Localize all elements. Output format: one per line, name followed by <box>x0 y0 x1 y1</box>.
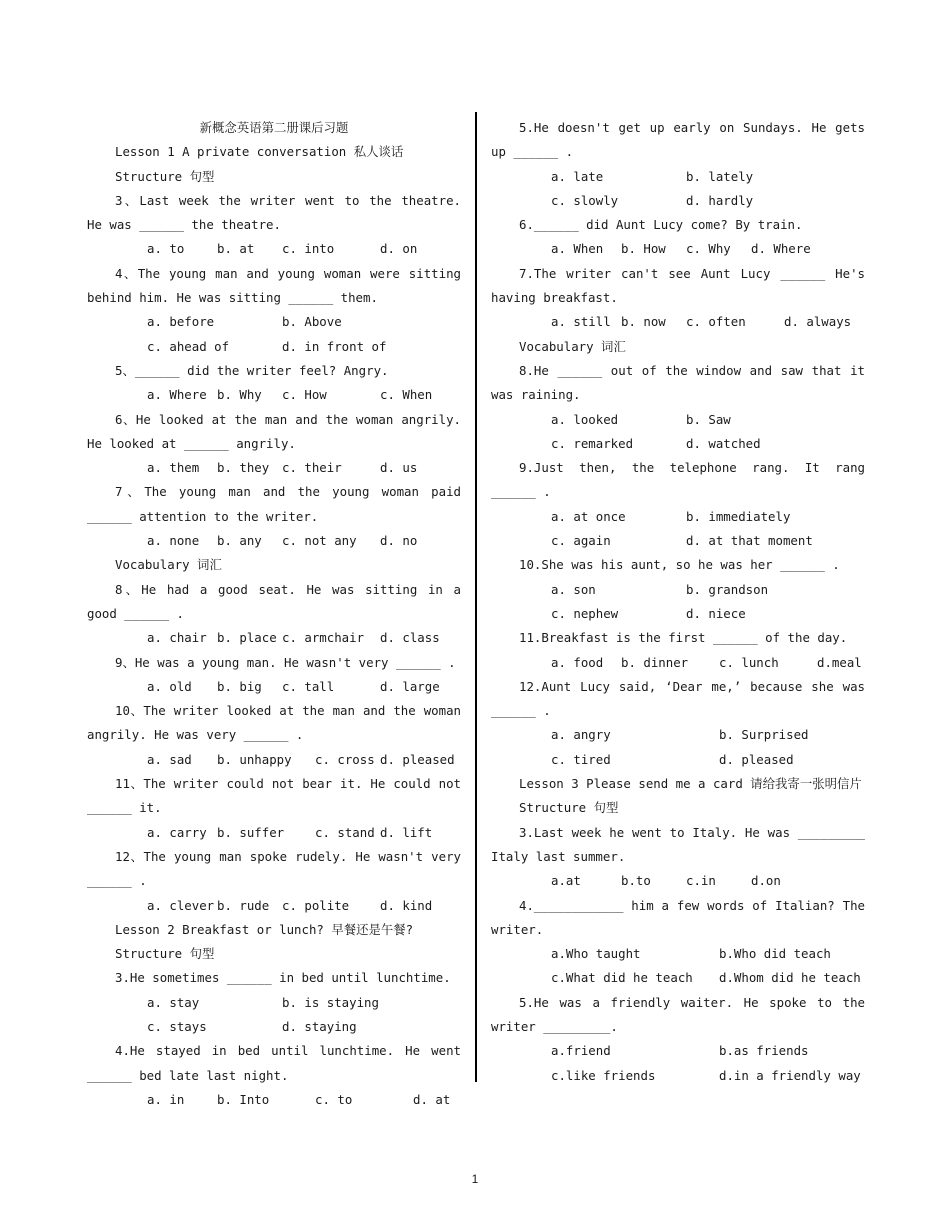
option: d. no <box>380 533 418 549</box>
options-row <box>87 748 461 772</box>
option: d.meal <box>817 654 862 670</box>
option: a. food <box>551 654 604 670</box>
option: c. cross <box>315 751 375 767</box>
option: c. their <box>282 460 342 476</box>
options-row <box>491 1064 865 1088</box>
option: a. them <box>147 460 200 476</box>
question-text: 5.He was a friendly waiter. He spoke to the writer _________. <box>491 994 865 1034</box>
option: b. rude <box>217 897 270 913</box>
option: b. Saw <box>686 411 731 427</box>
question-text: 10.She was his aunt, so he was her ______ . <box>519 557 840 573</box>
option: b. they <box>217 460 270 476</box>
option: a. before <box>147 314 215 330</box>
question-text: 3.Last week he went to Italy. He was _________ Italy last summer. <box>491 824 865 864</box>
option: a. still <box>551 314 611 330</box>
option: a. chair <box>147 630 207 646</box>
options-row <box>87 894 461 918</box>
option: b. suffer <box>217 824 285 840</box>
lesson2-structure-heading: Structure 句型 <box>115 946 215 962</box>
options-row <box>87 456 461 480</box>
question-text: 12.Aunt Lucy said, ‘Dear me,’ because she was ______ . <box>491 678 865 719</box>
option: d. at <box>413 1091 451 1107</box>
option: b. at <box>217 241 255 257</box>
question-text: 8、He had a good seat. He was sitting in a good ______ . <box>87 581 461 621</box>
option: b. Why <box>217 387 262 403</box>
options-row <box>491 869 865 893</box>
options-row <box>491 237 865 261</box>
option: a. looked <box>551 411 619 427</box>
option: c. When <box>380 387 433 403</box>
options-row <box>491 748 865 772</box>
option: d. kind <box>380 897 433 913</box>
option: c. Why <box>686 241 731 257</box>
option: d. on <box>380 241 418 257</box>
option: a. in <box>147 1091 185 1107</box>
option: d. pleased <box>380 751 455 767</box>
options-row <box>87 237 461 261</box>
options-row <box>491 942 865 966</box>
question-text: 9、He was a young man. He wasn't very ______ . <box>115 654 456 670</box>
option: c. tired <box>551 751 611 767</box>
lesson1-structure-heading: Structure 句型 <box>115 168 215 184</box>
option: b. How <box>621 241 666 257</box>
option: a. late <box>551 168 604 184</box>
option: a. stay <box>147 994 200 1010</box>
lesson3-heading: Lesson 3 Please send me a card 请给我寄一张明信片 <box>519 776 862 792</box>
option: a. to <box>147 241 185 257</box>
option: d. class <box>380 630 440 646</box>
options-row <box>491 310 865 334</box>
option: d. hardly <box>686 192 754 208</box>
question-text: 11、The writer could not bear it. He could not ______ it. <box>87 776 461 816</box>
lesson3-structure-heading: Structure 句型 <box>519 800 619 816</box>
options-row <box>491 723 865 747</box>
option: c. lunch <box>719 654 779 670</box>
option: d.in a friendly way <box>719 1067 861 1083</box>
option: b. dinner <box>621 654 689 670</box>
option: a.at <box>551 873 581 889</box>
question-text: 10、The writer looked at the man and the woman angrily. He was very ______ . <box>87 703 461 743</box>
left-column <box>87 116 461 1112</box>
question-text: 11.Breakfast is the first ______ of the day. <box>519 630 848 646</box>
option: c. remarked <box>551 435 634 451</box>
option: a. at once <box>551 508 626 524</box>
options-row <box>87 991 461 1015</box>
option: b. Above <box>282 314 342 330</box>
option: b. any <box>217 533 262 549</box>
options-row <box>491 651 865 675</box>
option: d.Whom did he teach <box>719 970 861 986</box>
option: c. stand <box>315 824 375 840</box>
option: a. old <box>147 678 192 694</box>
lesson1-vocabulary-heading: Vocabulary 词汇 <box>115 557 222 573</box>
option: b. big <box>217 678 262 694</box>
options-row <box>87 675 461 699</box>
option: b. Surprised <box>719 727 809 743</box>
option: a. Where <box>147 387 207 403</box>
option: b. lately <box>686 168 754 184</box>
option: a. son <box>551 581 596 597</box>
options-row <box>491 529 865 553</box>
question-text: 3、Last week the writer went to the theatre. He was ______ the theatre. <box>87 192 461 233</box>
options-row <box>491 432 865 456</box>
question-text: 5、______ did the writer feel? Angry. <box>115 362 389 378</box>
question-text: 7、The young man and the young woman paid ______ attention to the writer. <box>87 484 461 524</box>
option: c. to <box>315 1091 353 1107</box>
option: c. ahead of <box>147 338 230 354</box>
question-text: 4.He stayed in bed until lunchtime. He went ______ bed late last night. <box>87 1043 461 1083</box>
options-row <box>491 578 865 602</box>
option: d. at that moment <box>686 533 813 549</box>
option: c. stays <box>147 1018 207 1034</box>
option: a. none <box>147 533 200 549</box>
option: c.What did he teach <box>551 970 693 986</box>
option: d. large <box>380 678 440 694</box>
right-column <box>491 116 865 1088</box>
question-text: 9.Just then, the telephone rang. It rang ______ . <box>491 460 865 500</box>
lesson1-heading: Lesson 1 A private conversation 私人谈话 <box>115 144 404 160</box>
question-text: 8.He ______ out of the window and saw that it was raining. <box>491 362 865 403</box>
question-text: 7.The writer can't see Aunt Lucy ______ He's having breakfast. <box>491 265 865 306</box>
option: a. carry <box>147 824 207 840</box>
option: d. in front of <box>282 338 387 354</box>
question-text: 4、The young man and young woman were sitting behind him. He was sitting ______ them. <box>87 265 461 306</box>
option: d. staying <box>282 1018 357 1034</box>
option: d. us <box>380 460 418 476</box>
options-row <box>87 1088 461 1112</box>
option: b.to <box>621 873 651 889</box>
options-row <box>491 165 865 189</box>
lesson2-heading: Lesson 2 Breakfast or lunch? 早餐还是午餐? <box>115 921 414 937</box>
option: c. nephew <box>551 605 619 621</box>
question-text: 5.He doesn't get up early on Sundays. He gets up ______ . <box>491 120 865 160</box>
option: c. How <box>282 387 327 403</box>
option: b. grandson <box>686 581 769 597</box>
option: c. into <box>282 241 335 257</box>
options-row <box>491 966 865 990</box>
option: c. again <box>551 533 611 549</box>
options-row <box>87 529 461 553</box>
option: a.Who taught <box>551 946 641 962</box>
options-row <box>491 408 865 432</box>
option: c. slowly <box>551 192 619 208</box>
options-row <box>87 310 461 334</box>
options-row <box>87 626 461 650</box>
question-text: 6.______ did Aunt Lucy come? By train. <box>519 217 803 233</box>
option: b.as friends <box>719 1043 809 1059</box>
option: c. often <box>686 314 746 330</box>
option: c.like friends <box>551 1067 656 1083</box>
option: c. armchair <box>282 630 365 646</box>
option: b. immediately <box>686 508 791 524</box>
option: b. Into <box>217 1091 270 1107</box>
option: b. is staying <box>282 994 379 1010</box>
question-text: 12、The young man spoke rudely. He wasn't very ______ . <box>87 848 461 889</box>
lesson2-vocabulary-heading: Vocabulary 词汇 <box>519 338 626 354</box>
options-row <box>87 335 461 359</box>
option: a. clever <box>147 897 215 913</box>
page-number: 1 <box>471 1172 479 1186</box>
options-row <box>87 383 461 407</box>
options-row <box>87 821 461 845</box>
option: a. angry <box>551 727 611 743</box>
question-text: 3.He sometimes ______ in bed until lunchtime. <box>115 970 451 986</box>
question-text: 6、He looked at the man and the woman angrily. He looked at ______ angrily. <box>87 411 461 451</box>
option: d. watched <box>686 435 761 451</box>
option: d. pleased <box>719 751 794 767</box>
options-row <box>491 1039 865 1063</box>
option: b.Who did teach <box>719 946 831 962</box>
option: b. now <box>621 314 666 330</box>
option: c. not any <box>282 533 357 549</box>
option: d. always <box>784 314 852 330</box>
question-text: 4.____________ him a few words of Italian? The writer. <box>491 897 865 937</box>
option: d. niece <box>686 605 746 621</box>
options-row <box>491 189 865 213</box>
option: b. unhappy <box>217 751 292 767</box>
option: d.on <box>751 873 781 889</box>
option: b. place <box>217 630 277 646</box>
document-title: 新概念英语第二册课后习题 <box>199 120 349 135</box>
option: d. Where <box>751 241 811 257</box>
option: d. lift <box>380 824 433 840</box>
options-row <box>87 1015 461 1039</box>
option: c. tall <box>282 678 335 694</box>
options-row <box>491 602 865 626</box>
column-divider <box>475 112 477 1082</box>
option: c.in <box>686 873 716 889</box>
option: c. polite <box>282 897 350 913</box>
option: a. sad <box>147 751 192 767</box>
options-row <box>491 505 865 529</box>
option: a. When <box>551 241 604 257</box>
option: a.friend <box>551 1043 611 1059</box>
